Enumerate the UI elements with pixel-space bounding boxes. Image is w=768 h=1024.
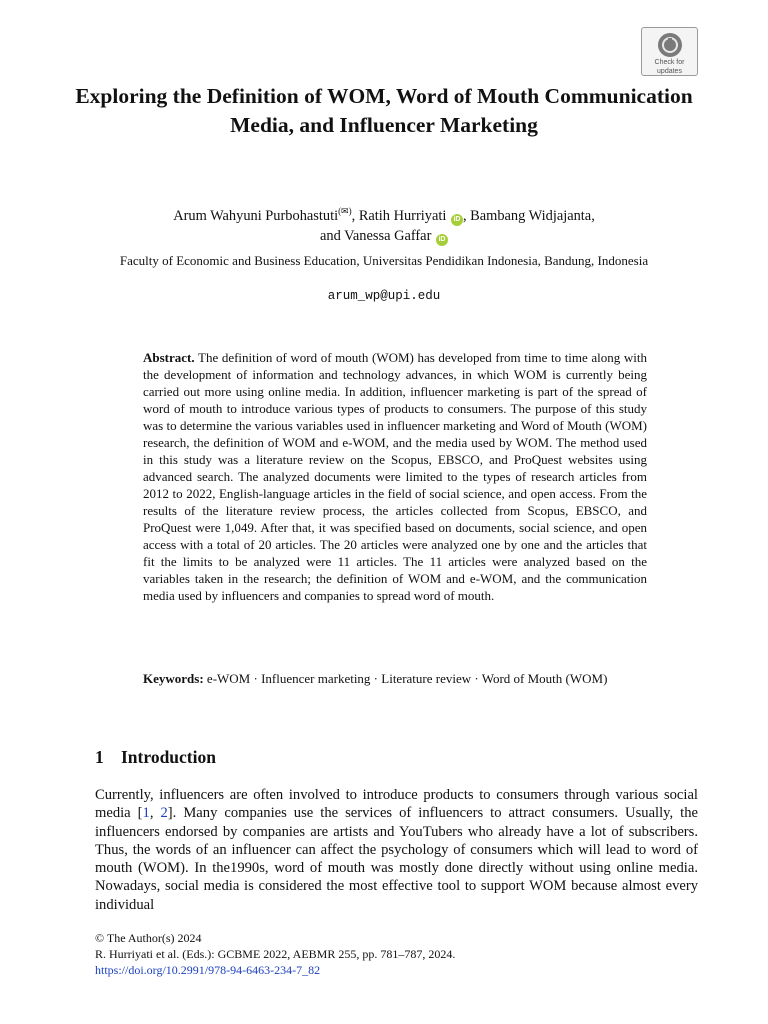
author-separator: and (320, 228, 345, 244)
badge-label-2: updates (657, 68, 682, 75)
author-name: Ratih Hurriyati (358, 208, 447, 224)
author-name: Vanessa Gaffar (344, 228, 432, 244)
author-list (60, 201, 708, 246)
author-separator: , (462, 208, 471, 224)
keywords (143, 670, 647, 687)
section-number: 1 (95, 747, 104, 767)
abstract-text: The definition of word of mouth (WOM) has developed from time to time along with the development of information and technology advances, in which WOM is currently being carried out more using online media. In addition, influencer marketing is part of the spread of word of mouth to introduce various types of products to consumers. The purpose of this study was to determine the various variables used in influencer marketing and Word of Mouth (WOM) research, the definition of WOM and e-WOM, and the media used by WOM. The method used in this study was a literature review on the Scopus, EBSCO, and ProQuest websites using advanced search. The analyzed documents were limited to the types of research articles from 2012 to 2022, English-language articles in the field of social science, and open access. From the results of the literature review process, the articles collected from Scopus, EBSCO, and ProQuest were 1,049. After that, it was specified based on documents, social science, and open access with a total of 20 articles. The 20 articles were analyzed one by one and the articles that fit the limits to be analyzed were 11 articles. The 11 articles were analyzed based on the variables taken in the research; the definition of WOM and e-WOM, and the communication media used by influencers and companies to spread word of mouth. (143, 350, 647, 603)
abstract-label: Abstract. (143, 350, 195, 365)
affiliation: Faculty of Economic and Business Education, Universitas Pendidikan Indonesia, Bandung, Indonesia (119, 253, 649, 268)
keywords-text: e-WOM · Influencer marketing · Literature review · Word of Mouth (WOM) (203, 671, 608, 686)
corresponding-author-mark[interactable]: (✉) (338, 206, 352, 216)
check-for-updates-badge[interactable] (641, 27, 698, 76)
author-email[interactable]: arum_wp@upi.edu (327, 289, 441, 303)
citation-info: R. Hurriyati et al. (Eds.): GCBME 2022, AEBMR 255, pp. 781–787, 2024. (95, 947, 456, 961)
intro-text: ]. Many companies use the services of influencers to attract consumers. Usually, the influencers endorsed by companies are artists and YouTubers who already have a lot of subscribers. Thus, the words of an influencer can affect the psychology of consumers which will lead to word of mouth (WOM). In the1990s, word of mouth was mostly done directly without using online media. Nowadays, social media is considered the most effective tool to support WOM because almost every individual (95, 805, 698, 913)
intro-paragraph (95, 786, 698, 914)
intro-text: , (149, 805, 161, 822)
abstract (143, 349, 647, 604)
citation-link[interactable]: 2 (160, 805, 168, 822)
badge-label-1: Check for (654, 59, 685, 66)
section-title: Introduction (121, 747, 216, 767)
author-separator: , (351, 208, 359, 224)
citation-link[interactable]: 1 (142, 805, 150, 822)
orcid-icon[interactable]: iD (451, 214, 463, 226)
doi-link[interactable]: https://doi.org/10.2991/978-94-6463-234-7_82 (95, 963, 321, 977)
check-for-updates-icon (657, 32, 683, 58)
intro-text: Currently, influencers are often involved to introduce products to consumers through various social media [ (95, 787, 698, 822)
author-name: Bambang Widjajanta, (470, 208, 595, 224)
orcid-icon[interactable]: iD (436, 234, 448, 246)
author-name: Arum Wahyuni Purbohastuti (173, 208, 339, 224)
paper-title: Exploring the Definition of WOM, Word of Mouth Communication Media, and Influencer Marketing (75, 84, 693, 137)
copyright-notice: © The Author(s) 2024 (95, 931, 202, 945)
footer (95, 930, 455, 978)
section-heading (95, 747, 216, 768)
keywords-label: Keywords: (143, 671, 204, 686)
